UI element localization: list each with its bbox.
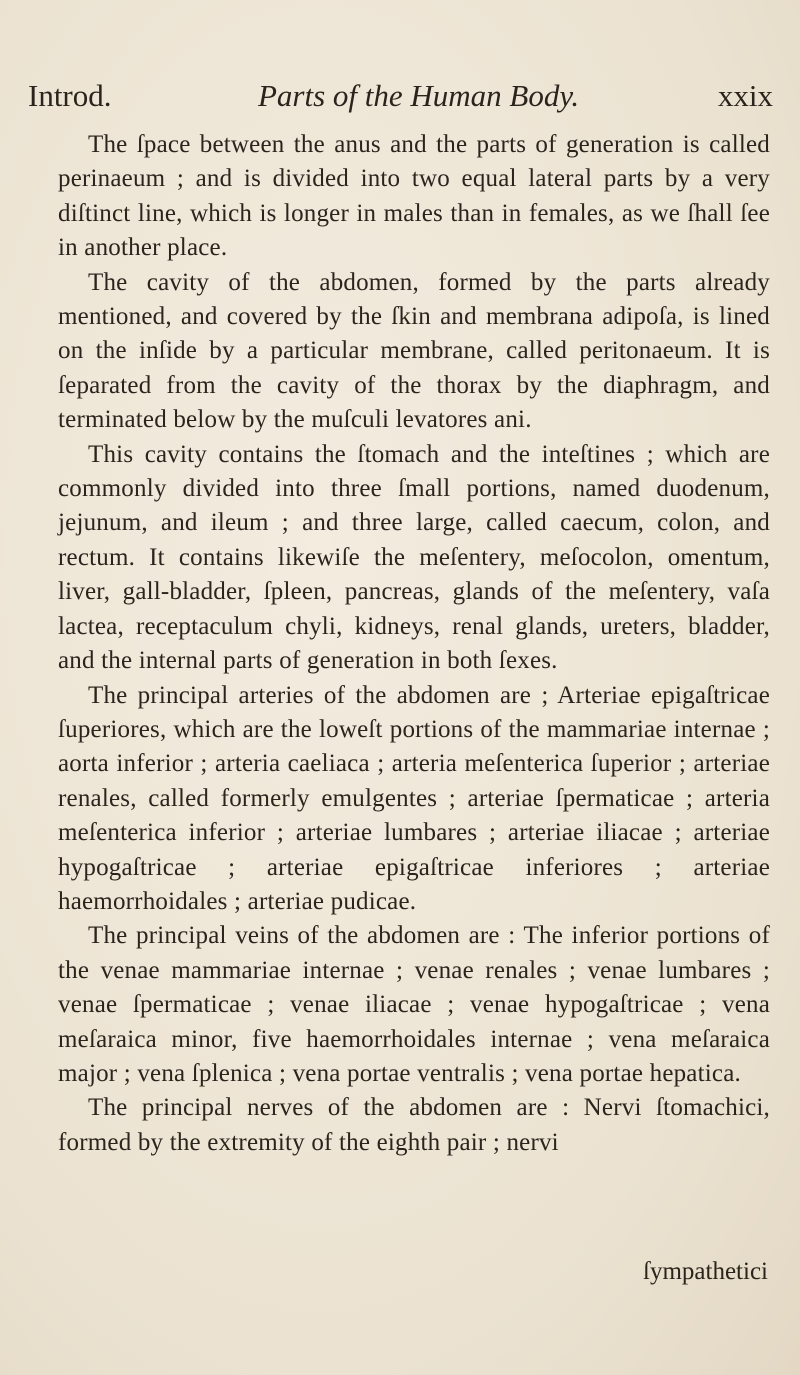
paragraph-veins: The principal veins of the abdomen are : The inferior portions of the venae mammariae internae ; venae renales ; venae lumbares ; venae ſpermaticae ; venae iliacae ; venae hypogaſtricae ; vena meſaraica minor, five haemorrhoidales internae ; vena meſaraica major ; vena ſplenica ; vena portae ventralis ; vena portae hepatica. xyxy=(58,922,770,1087)
page-number: xxix xyxy=(717,78,773,113)
running-header xyxy=(28,78,773,118)
header-section: Introd. xyxy=(28,78,112,113)
paragraph-perinaeum: The ſpace between the anus and the parts of generation is called perinaeum ; and is divided into two equal lateral parts by a very diſtinct line, which is longer in males than in females, as we ſhall ſee in another place. xyxy=(58,131,770,262)
body-text xyxy=(58,128,770,1160)
paragraph-cavity-contents: This cavity contains the ſtomach and the inteſtines ; which are commonly divided into three ſmall portions, named duodenum, jejunum, and ileum ; and three large, called caecum, colon, and rectum. It contains likewiſe the meſentery, meſocolon, omentum, liver, gall-bladder, ſpleen, pancreas, glands of the meſentery, vaſa lactea, receptaculum chyli, kidneys, renal glands, ureters, bladder, and the internal parts of generation in both ſexes. xyxy=(58,440,770,675)
paragraph-arteries: The principal arteries of the abdomen are ; Arteriae epigaſtricae ſuperiores, which are the loweſt portions of the mammariae internae ; aorta inferior ; arteria caeliaca ; arteria meſenterica ſuperior ; arteriae renales, called formerly emulgentes ; arteriae ſpermaticae ; arteria meſenterica inferior ; arteriae lumbares ; arteriae iliacae ; arteriae hypogaſtricae ; arteriae epigaſtricae inferiores ; arteriae haemorrhoidales ; arteriae pudicae. xyxy=(58,681,770,915)
paragraph-abdominal-cavity: The cavity of the abdomen, formed by the parts already mentioned, and covered by the ſkin and membrana adipoſa, is lined on the inſide by a particular membrane, called peritonaeum. It is ſeparated from the cavity of the thorax by the diaphragm, and terminated below by the muſculi levatores ani. xyxy=(58,268,770,434)
header-title: Parts of the Human Body. xyxy=(258,78,580,113)
catchword: ſympathetici xyxy=(643,1258,768,1285)
paragraph-nerves: The principal nerves of the abdomen are : Nervi ſtomachici, formed by the extremity of the eighth pair ; nervi xyxy=(58,1094,770,1156)
